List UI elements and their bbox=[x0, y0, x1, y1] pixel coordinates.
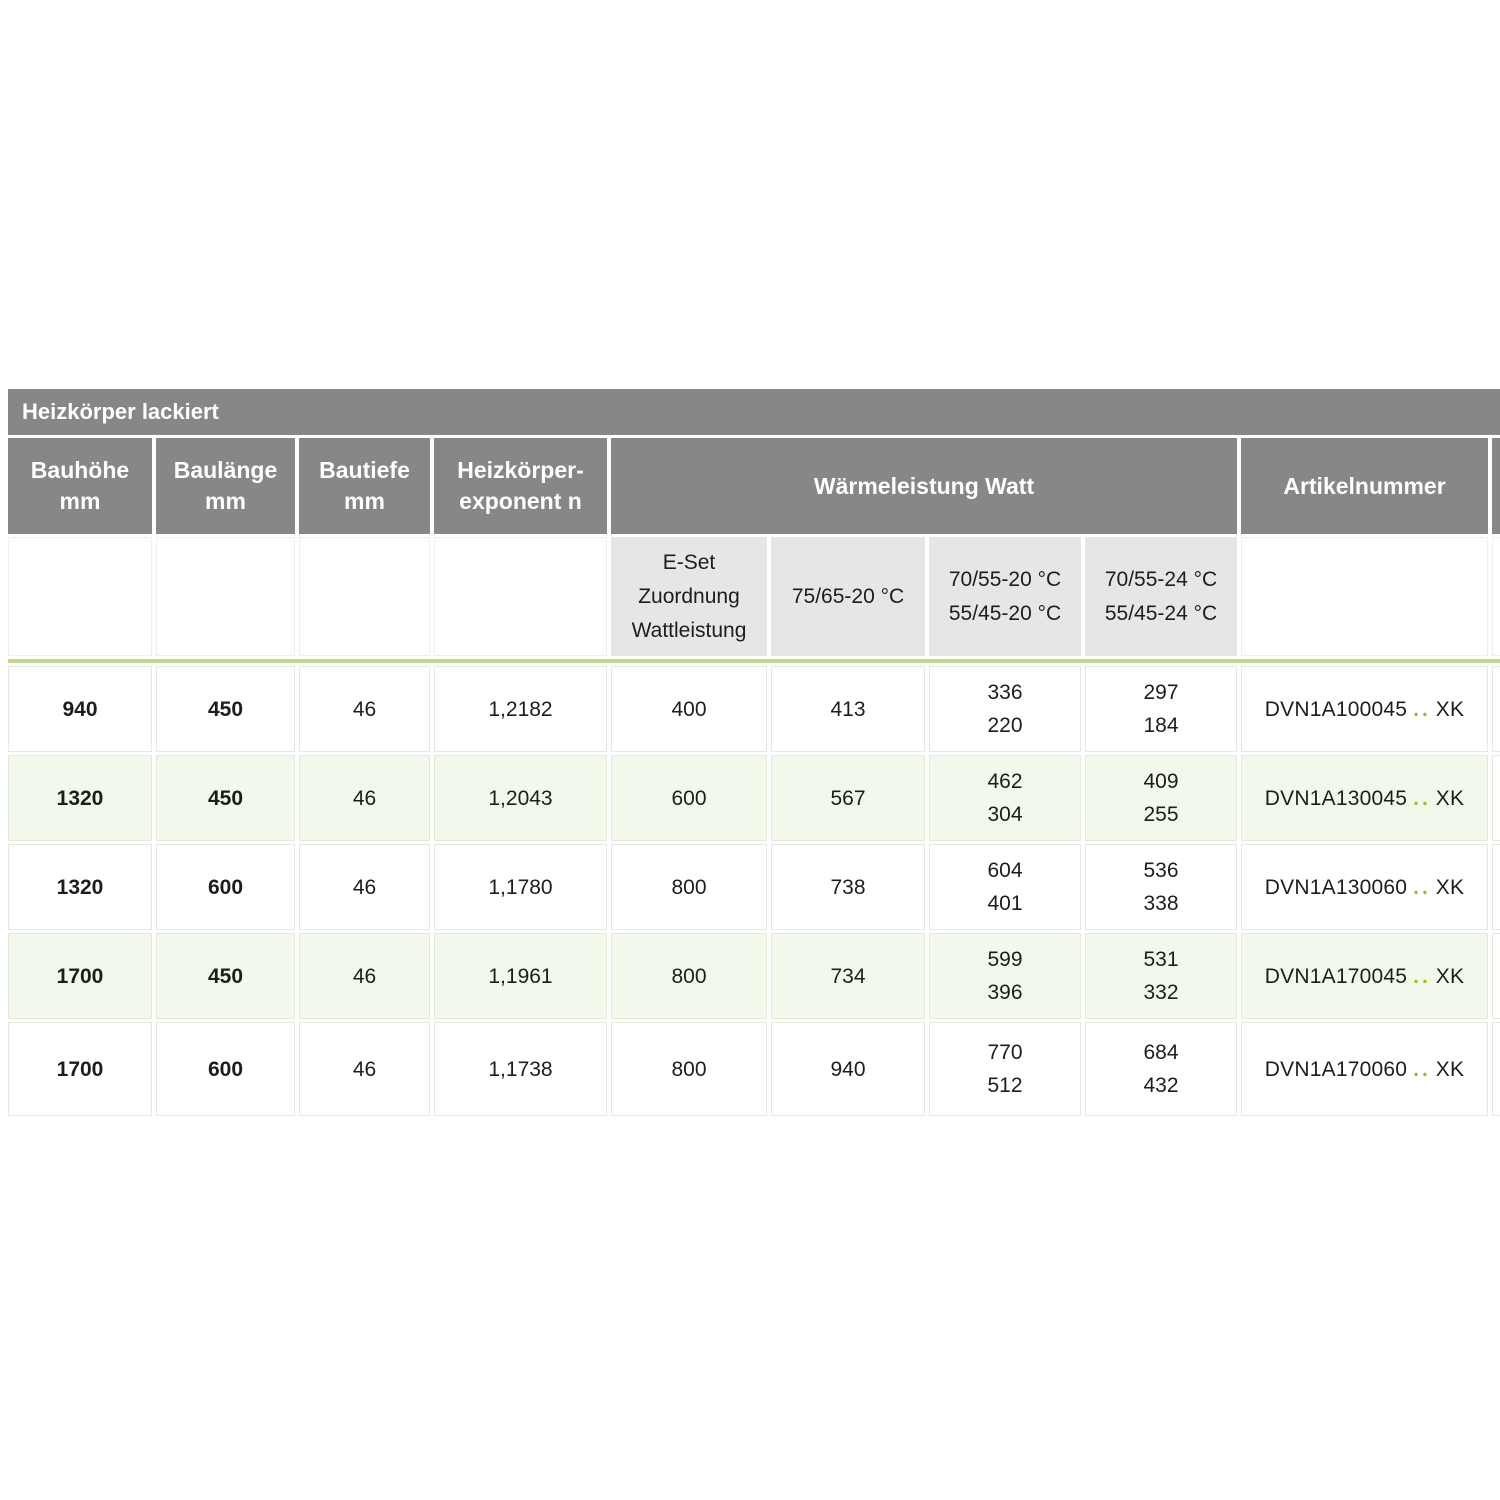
col-header-line: mm bbox=[59, 488, 101, 514]
cell-watt-7055-20 bbox=[929, 755, 1081, 841]
watt-value: 599 bbox=[987, 948, 1023, 971]
cell-baulaenge: 450 bbox=[156, 755, 295, 841]
col-header-line: mm bbox=[344, 488, 385, 514]
watt-value: 604 bbox=[987, 859, 1023, 882]
artikel-code: DVN1A170060 bbox=[1264, 1057, 1408, 1081]
subheader-spacer bbox=[1492, 537, 1500, 656]
cell-artikelnummer bbox=[1241, 933, 1488, 1019]
col-header-line: Heizkörper- bbox=[457, 457, 584, 483]
cell-bauhoehe: 1700 bbox=[8, 933, 152, 1019]
col-header-line: Baulänge bbox=[173, 457, 278, 483]
cell-exponent: 1,2043 bbox=[434, 755, 607, 841]
cell-watt-7055-24 bbox=[1085, 844, 1237, 930]
subheader-spacer bbox=[8, 537, 152, 656]
watt-value: 409 bbox=[1143, 770, 1179, 793]
cell-bauhoehe: 1700 bbox=[8, 1022, 152, 1116]
separator-row bbox=[8, 659, 1500, 663]
subheader-eset bbox=[611, 537, 767, 656]
artikel-code: DVN1A130045 bbox=[1264, 786, 1408, 810]
subheader-line: 70/55-24 °C bbox=[1104, 567, 1218, 591]
subheader-spacer bbox=[156, 537, 295, 656]
subheader-line: 55/45-24 °C bbox=[1104, 601, 1218, 625]
col-header-exponent bbox=[434, 438, 607, 534]
cell-exponent: 1,1961 bbox=[434, 933, 607, 1019]
cell-exponent: 1,2182 bbox=[434, 666, 607, 752]
cell-watt-7055-24 bbox=[1085, 1022, 1237, 1116]
artikel-dots: .. bbox=[1413, 964, 1431, 988]
cell-eset: 800 bbox=[611, 1022, 767, 1116]
watt-value: 220 bbox=[987, 714, 1023, 737]
col-header-waermeleistung: Wärmeleistung Watt bbox=[611, 438, 1237, 534]
spec-table-container bbox=[4, 386, 1500, 1119]
col-header-cutoff bbox=[1492, 438, 1500, 534]
cell-bautiefe: 46 bbox=[299, 666, 430, 752]
artikel-code: DVN1A130060 bbox=[1264, 875, 1408, 899]
cell-eset: 800 bbox=[611, 933, 767, 1019]
cell-eset: 400 bbox=[611, 666, 767, 752]
watt-value: 684 bbox=[1143, 1041, 1179, 1064]
artikel-suffix: XK bbox=[1435, 964, 1465, 988]
subheader-line: E-Set bbox=[662, 550, 716, 574]
table-title: Heizkörper lackiert bbox=[8, 389, 1500, 435]
watt-value: 336 bbox=[987, 681, 1023, 704]
cell-bautiefe: 46 bbox=[299, 933, 430, 1019]
col-header-line: Bautiefe bbox=[319, 457, 410, 483]
watt-value: 462 bbox=[987, 770, 1023, 793]
subheader-7055-20 bbox=[929, 537, 1081, 656]
cell-watt-7565: 413 bbox=[771, 666, 925, 752]
cell-bauhoehe: 940 bbox=[8, 666, 152, 752]
cell-watt-7055-24 bbox=[1085, 933, 1237, 1019]
subheader-line: 70/55-20 °C bbox=[948, 567, 1062, 591]
artikel-code: DVN1A170045 bbox=[1264, 964, 1408, 988]
cutoff-cell bbox=[1492, 1022, 1500, 1116]
watt-value: 184 bbox=[1143, 714, 1179, 737]
table-row bbox=[8, 755, 1500, 841]
subheader-spacer bbox=[299, 537, 430, 656]
watt-value: 332 bbox=[1143, 981, 1179, 1004]
watt-value: 432 bbox=[1143, 1074, 1179, 1097]
cell-baulaenge: 450 bbox=[156, 666, 295, 752]
cutoff-cell bbox=[1492, 666, 1500, 752]
col-header-artikelnummer: Artikelnummer bbox=[1241, 438, 1488, 534]
table-row bbox=[8, 844, 1500, 930]
artikel-suffix: XK bbox=[1435, 786, 1465, 810]
table-row bbox=[8, 933, 1500, 1019]
table-row bbox=[8, 666, 1500, 752]
col-header-line: Bauhöhe bbox=[30, 457, 130, 483]
cell-artikelnummer bbox=[1241, 1022, 1488, 1116]
artikel-suffix: XK bbox=[1435, 875, 1465, 899]
watt-value: 536 bbox=[1143, 859, 1179, 882]
cell-baulaenge: 450 bbox=[156, 933, 295, 1019]
cell-watt-7055-20 bbox=[929, 844, 1081, 930]
cell-watt-7565: 734 bbox=[771, 933, 925, 1019]
artikel-code: DVN1A100045 bbox=[1264, 697, 1408, 721]
sub-header-row bbox=[8, 537, 1500, 656]
green-separator bbox=[8, 659, 1500, 663]
cell-watt-7565: 567 bbox=[771, 755, 925, 841]
col-header-line: mm bbox=[205, 488, 246, 514]
watt-value: 770 bbox=[987, 1041, 1023, 1064]
subheader-7055-24 bbox=[1085, 537, 1237, 656]
cell-watt-7565: 738 bbox=[771, 844, 925, 930]
heizkoerper-spec-table bbox=[4, 386, 1500, 1119]
cell-artikelnummer bbox=[1241, 844, 1488, 930]
artikel-suffix: XK bbox=[1435, 1057, 1465, 1081]
watt-value: 396 bbox=[987, 981, 1023, 1004]
watt-value: 255 bbox=[1143, 803, 1179, 826]
watt-value: 304 bbox=[987, 803, 1023, 826]
cell-bautiefe: 46 bbox=[299, 1022, 430, 1116]
cell-eset: 800 bbox=[611, 844, 767, 930]
cell-watt-7565: 940 bbox=[771, 1022, 925, 1116]
col-header-bautiefe bbox=[299, 438, 430, 534]
artikel-dots: .. bbox=[1413, 1057, 1431, 1081]
cell-bauhoehe: 1320 bbox=[8, 844, 152, 930]
col-header-baulaenge bbox=[156, 438, 295, 534]
cell-baulaenge: 600 bbox=[156, 1022, 295, 1116]
col-header-bauhoehe bbox=[8, 438, 152, 534]
cell-artikelnummer bbox=[1241, 755, 1488, 841]
table-row bbox=[8, 1022, 1500, 1116]
subheader-spacer bbox=[434, 537, 607, 656]
cell-watt-7055-24 bbox=[1085, 666, 1237, 752]
cutoff-cell bbox=[1492, 933, 1500, 1019]
subheader-spacer bbox=[1241, 537, 1488, 656]
artikel-suffix: XK bbox=[1435, 697, 1465, 721]
cell-exponent: 1,1738 bbox=[434, 1022, 607, 1116]
watt-value: 531 bbox=[1143, 948, 1179, 971]
artikel-dots: .. bbox=[1413, 786, 1431, 810]
artikel-dots: .. bbox=[1413, 697, 1431, 721]
subheader-line: 55/45-20 °C bbox=[948, 601, 1062, 625]
column-header-row bbox=[8, 438, 1500, 534]
cell-watt-7055-20 bbox=[929, 933, 1081, 1019]
cutoff-cell bbox=[1492, 755, 1500, 841]
cell-baulaenge: 600 bbox=[156, 844, 295, 930]
cell-bautiefe: 46 bbox=[299, 844, 430, 930]
artikel-dots: .. bbox=[1413, 875, 1431, 899]
watt-value: 297 bbox=[1143, 681, 1179, 704]
subheader-7565-20: 75/65-20 °C bbox=[771, 537, 925, 656]
watt-value: 512 bbox=[987, 1074, 1023, 1097]
col-header-line: exponent n bbox=[459, 488, 582, 514]
cell-artikelnummer bbox=[1241, 666, 1488, 752]
subheader-line: Zuordnung bbox=[638, 584, 740, 608]
cell-watt-7055-24 bbox=[1085, 755, 1237, 841]
table-title-row bbox=[8, 389, 1500, 435]
cell-watt-7055-20 bbox=[929, 666, 1081, 752]
cell-bauhoehe: 1320 bbox=[8, 755, 152, 841]
cell-watt-7055-20 bbox=[929, 1022, 1081, 1116]
cutoff-cell bbox=[1492, 844, 1500, 930]
watt-value: 401 bbox=[987, 892, 1023, 915]
cell-eset: 600 bbox=[611, 755, 767, 841]
cell-exponent: 1,1780 bbox=[434, 844, 607, 930]
cell-bautiefe: 46 bbox=[299, 755, 430, 841]
subheader-line: Wattleistung bbox=[631, 618, 747, 642]
watt-value: 338 bbox=[1143, 892, 1179, 915]
